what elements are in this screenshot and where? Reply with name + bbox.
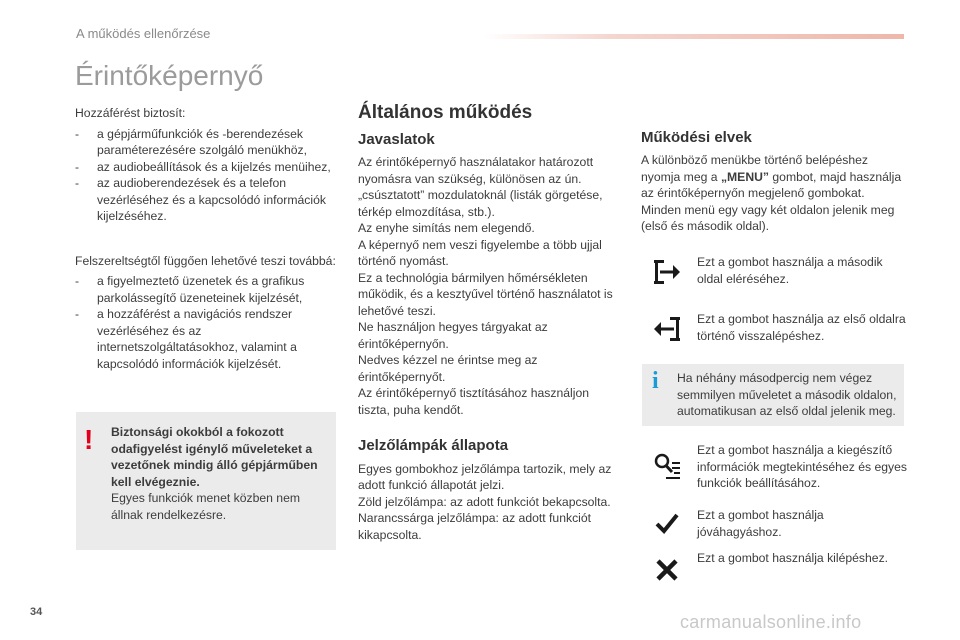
lamp-paragraph: Zöld jelzőlámpa: az adott funkciót bekapcsolta. [358, 494, 611, 509]
tip-paragraph: A képernyő nem veszi figyelembe a több ujjal történő nyomást. [358, 237, 602, 268]
warning-note: Egyes funkciók menet közben nem állnak rendelkezésre. [111, 491, 301, 522]
info-icon: i [652, 368, 659, 394]
feature-list [75, 273, 340, 372]
icon-description: Ezt a gombot használja a kiegészítő információk megtekintéséhez és egyes funkciók beállításához. [697, 443, 908, 490]
menu-instruction: A különböző menükbe történő belépéshez nyomja meg a „MENU” gombot, majd használja az érintőképernyőn megjelenő gombokat. [641, 153, 902, 200]
principles-intro [641, 152, 906, 235]
page-forward-icon [651, 256, 683, 288]
info-note-text: Ha néhány másodpercig nem végez semmilyen műveletet a második oldalon, automatikusan az első oldal jelenik meg. [677, 371, 897, 418]
left-column [75, 105, 340, 372]
safety-warning-text [111, 424, 331, 523]
lamp-paragraph: Egyes gombokhoz jelzőlámpa tartozik, mely az adott funkció állapotát jelzi. [358, 461, 612, 492]
menu-keyword: „MENU” [720, 169, 770, 184]
lamp-paragraph: Narancssárga jelzőlámpa: az adott funkciót kikapcsolta. [358, 511, 592, 542]
list-item: - az audiobeállítások és a kijelzés menüihez, [75, 159, 340, 176]
tip-paragraph: Ez a technológia bármilyen hőmérsékleten működik, és a kesztyűvel történő használatot is lehetővé teszi. [358, 270, 613, 318]
subsection-title-principles: Működési elvek [641, 129, 752, 146]
intro-paragraph-2: Felszereltségtől függően lehetővé teszi továbbá: [75, 253, 336, 268]
page-back-icon [651, 313, 683, 345]
tip-paragraph: Az érintőképernyő tisztításához használjon tiszta, puha kendőt. [358, 386, 590, 417]
icon-description: Ezt a gombot használja a második oldal eléréséhez. [697, 255, 883, 286]
section-title-general: Általános működés [358, 102, 533, 123]
page-title: Érintőképernyő [75, 60, 264, 91]
list-item: - az audioberendezések és a telefon vezérléséhez és a kapcsolódó információk kijelzéséhez. [75, 175, 340, 225]
watermark: carmanualsonline.info [680, 612, 862, 632]
close-icon [651, 554, 683, 586]
subsection-title-tips: Javaslatok [358, 130, 435, 148]
tip-paragraph: Az enyhe simítás nem elegendő. [358, 221, 535, 235]
pages-note: Minden menü egy vagy két oldalon jelenik meg (első és második oldal). [641, 202, 895, 233]
list-item: - a gépjárműfunkciók és -berendezések paraméterezésére szolgáló menükhöz, [75, 126, 340, 159]
header-accent-bar [484, 34, 904, 39]
tip-paragraph: Az érintőképernyő használatakor határozott nyomásra van szükség, különösen az ún. „csúsztatott” mozdulatoknál (listák görgetése, térkép elmozdítása, stb.). [358, 155, 603, 219]
section-header: A működés ellenőrzése [76, 26, 211, 41]
page-number: 34 [30, 606, 43, 618]
icon-description: Ezt a gombot használja az első oldalra történő visszalépéshez. [697, 312, 906, 343]
warning-bold-text: Biztonsági okokból a fokozott odafigyelést igénylő műveleteket a vezetőnek mindig álló gépjárműben kell elvégeznie. [111, 425, 318, 489]
warning-icon: ! [84, 424, 94, 455]
check-icon [651, 507, 683, 539]
tip-paragraph: Nedves kézzel ne érintse meg az érintőképernyőt. [358, 353, 538, 384]
list-item: - a figyelmeztető üzenetek és a grafikus parkolássegítő üzeneteinek kijelzését, [75, 273, 340, 306]
options-list-icon [651, 450, 683, 482]
subsection-title-lamps: Jelzőlámpák állapota [358, 437, 509, 454]
tip-paragraph: Ne használjon hegyes tárgyakat az érintőképernyőn. [358, 320, 548, 351]
list-item: - a hozzáférést a navigációs rendszer vezérléséhez és az internetszolgáltatásokhoz, valamint a kapcsolódó információk kijelzését. [75, 306, 340, 372]
icon-description: Ezt a gombot használja kilépéshez. [697, 551, 889, 565]
access-list [75, 126, 340, 225]
intro-paragraph: Hozzáférést biztosít: [75, 106, 186, 120]
middle-column [358, 102, 620, 543]
icon-description: Ezt a gombot használja jóváhagyáshoz. [697, 508, 824, 539]
